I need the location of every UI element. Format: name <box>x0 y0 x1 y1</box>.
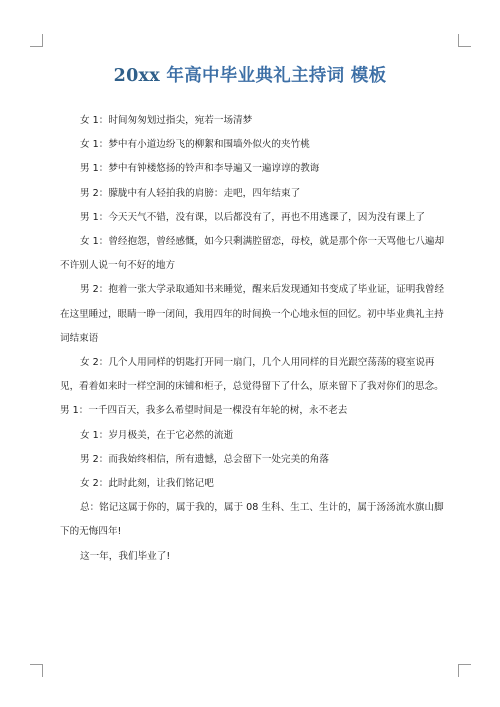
paragraph: 女 2：此时此刻，让我们铭记吧 <box>80 478 214 490</box>
paragraph: 女 1：曾经抱怨，曾经感慨，如今只剩满腔留恋，母校，就是那个你一天骂他七八遍却不许别人说一句不好的地方 <box>60 236 445 272</box>
paragraph: 男 2：抱着一张大学录取通知书来睡觉，醒来后发现通知书变成了毕业证，证明我曾经在这里睡过，眼睛一睁一闭间，我用四年的时间换一个心地永恒的回忆。初中毕业典礼主持词结束语 <box>60 284 445 344</box>
document-title-text: 年高中毕业典礼主持词 模板 <box>160 66 387 86</box>
crop-mark-bottom-right <box>458 664 471 677</box>
document-title <box>0 62 500 87</box>
paragraph: 女 1：岁月极美，在于它必然的流逝 <box>80 429 234 441</box>
paragraph: 男 2：朦胧中有人轻拍我的肩膀：走吧，四年结束了 <box>80 187 301 199</box>
crop-mark-top-left <box>30 34 43 47</box>
paragraph: 男 1：梦中有钟楼悠扬的铃声和李导遍又一遍谆谆的教诲 <box>80 163 320 175</box>
crop-mark-top-right <box>458 34 471 47</box>
paragraph: 男 2：而我始终相信，所有遗憾，总会留下一处完美的角落 <box>80 453 329 465</box>
document-body <box>60 109 450 569</box>
document-title-year: 20xx <box>113 66 161 86</box>
paragraph: 男 1：今天天气不错，没有课，以后都没有了，再也不用逃课了，因为没有课上了 <box>80 211 425 223</box>
paragraph: 总：铭记这属于你的，属于我的，属于 08 生科、生工、生计的，属于汤汤流水旗山脚下的无悔四年! <box>60 502 444 538</box>
crop-mark-bottom-left <box>30 664 43 677</box>
paragraph: 女 1：时间匆匆划过指尖，宛若一场清梦 <box>80 115 253 126</box>
paragraph: 女 1：梦中有小道边纷飞的柳絮和围墙外似火的夹竹桃 <box>80 139 310 151</box>
paragraph: 女 2：几个人用同样的钥匙打开同一扇门，几个人用同样的目光跟空荡荡的寝室说再见，看着如来时一样空洞的床铺和柜子，总觉得留下了什么，原来留下了我对你们的思念。男 1：一千四百天，我多么希望时间是一棵没有年轮的树，永不老去 <box>60 357 444 417</box>
paragraph: 这一年，我们毕业了! <box>80 550 171 562</box>
